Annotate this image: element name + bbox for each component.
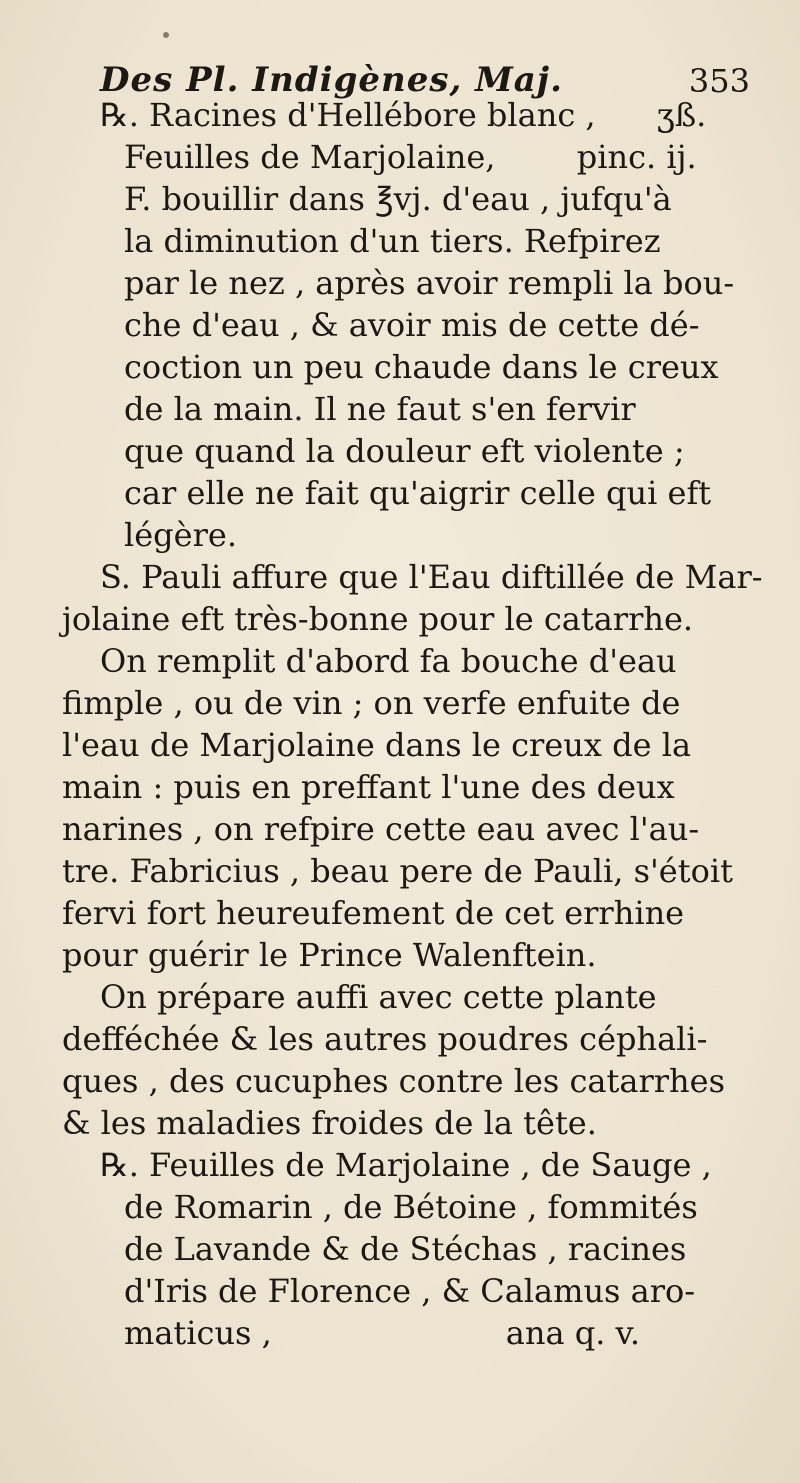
text-line: che d'eau , & avoir mis de cette dé- [124, 306, 700, 344]
text-line: que quand la douleur eft violente ; [124, 432, 685, 470]
text-line: car elle ne fait qu'aigrir celle qui eft [124, 474, 712, 512]
text-line: On remplit d'abord fa bouche d'eau [100, 642, 677, 680]
text-line: tre. Fabricius , beau pere de Pauli, s'étoit [62, 852, 733, 890]
text-line: jolaine eft très-bonne pour le catarrhe. [62, 600, 694, 638]
text-line: la diminution d'un tiers. Refpirez [124, 222, 661, 260]
text-line: fimple , ou de vin ; on verfe enfuite de [62, 684, 681, 722]
text-line: S. Pauli affure que l'Eau diftillée de Mar- [100, 558, 763, 596]
text-line: narines , on refpire cette eau avec l'au- [62, 810, 700, 848]
text-line: main : puis en preffant l'une des deux [62, 768, 675, 806]
text-line: coction un peu chaude dans le creux [124, 348, 719, 386]
text-line: On prépare auffi avec cette plante [100, 978, 657, 1016]
text-line: de la main. Il ne faut s'en fervir [124, 390, 636, 428]
text-line: maticus , ana q. v. [124, 1314, 640, 1352]
text-line: ques , des cucuphes contre les catarrhes [62, 1062, 725, 1100]
text-line: par le nez , après avoir rempli la bou- [124, 264, 735, 302]
text-line: pour guérir le Prince Walenftein. [62, 936, 597, 974]
running-head: Des Pl. Indigènes, Maj. [100, 60, 563, 100]
text-line: fervi fort heureufement de cet errhine [62, 894, 685, 932]
text-line: & les maladies froides de la tête. [62, 1104, 597, 1142]
text-line: de Lavande & de Stéchas , racines [124, 1230, 687, 1268]
text-line: ℞. Racines d'Hellébore blanc , ʒß. [100, 96, 707, 134]
text-line: Feuilles de Marjolaine, pinc. ij. [124, 138, 697, 176]
text-line: defféchée & les autres poudres céphali- [62, 1020, 708, 1058]
text-line: ℞. Feuilles de Marjolaine , de Sauge , [100, 1146, 712, 1184]
paper-speck [163, 32, 169, 38]
text-line: l'eau de Marjolaine dans le creux de la [62, 726, 692, 764]
page-number: 353 [688, 62, 750, 100]
text-line: légère. [124, 516, 237, 554]
text-line: de Romarin , de Bétoine , fommités [124, 1188, 698, 1226]
text-line: d'Iris de Florence , & Calamus aro- [124, 1272, 696, 1310]
text-line: F. bouillir dans ℥vj. d'eau , jufqu'à [124, 180, 672, 218]
